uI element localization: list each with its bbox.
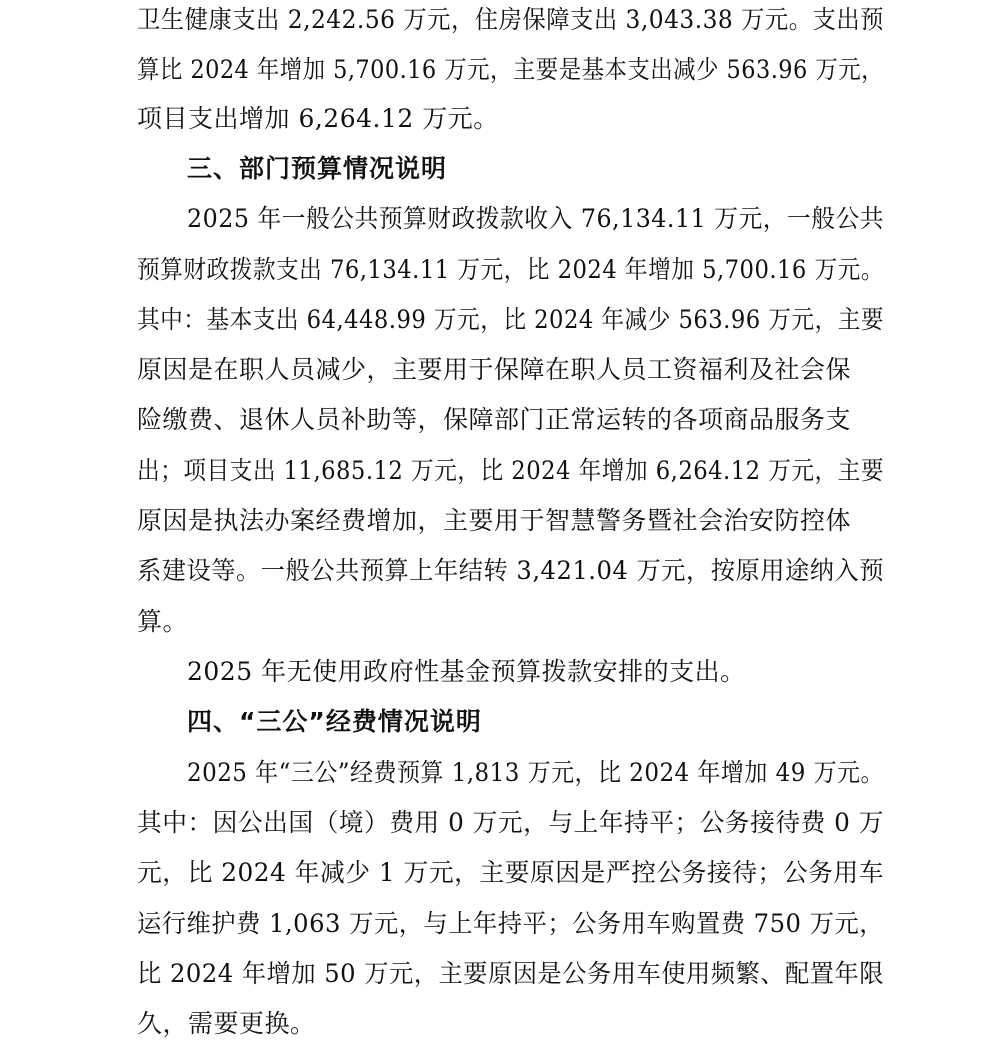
line-text: 算比 2024 年增加 5,700.16 万元，主要是基本支出减少 563.96 万元， — [137, 55, 884, 84]
line-text: 险缴费、退休人员补助等，保障部门正常运转的各项商品服务支 — [137, 405, 852, 434]
line-text: 其中：因公出国（境）费用 0 万元，与上年持平；公务接待费 0 万 — [137, 808, 884, 837]
paragraph-line-8 — [0, 354, 1000, 386]
paragraph-line-9 — [0, 404, 1000, 436]
paragraph-line-1 — [0, 4, 1000, 36]
line-text: 2025 年无使用政府性基金预算拨款安排的支出。 — [187, 657, 746, 686]
paragraph-line-20 — [0, 958, 1000, 990]
paragraph-line-7 — [0, 304, 1000, 336]
paragraph-line-11 — [0, 505, 1000, 537]
heading-text: 三、部门预算情况说明 — [187, 154, 448, 183]
line-text: 2025 年一般公共预算财政拨款收入 76,134.11 万元，一般公共 — [187, 204, 884, 233]
line-text: 预算财政拨款支出 76,134.11 万元，比 2024 年增加 5,700.16 万元。 — [137, 255, 884, 284]
line-text: 久，需要更换。 — [137, 1009, 316, 1038]
paragraph-line-10 — [0, 455, 1000, 487]
heading-text: 四、“三公”经费情况说明 — [187, 707, 482, 736]
line-text: 出；项目支出 11,685.12 万元，比 2024 年增加 6,264.12 万元，主要 — [137, 456, 884, 485]
paragraph-line-13 — [0, 606, 1000, 638]
paragraph-line-12 — [0, 555, 1000, 587]
line-text: 系建设等。一般公共预算上年结转 3,421.04 万元，按原用途纳入预 — [137, 556, 884, 585]
paragraph-line-14 — [0, 656, 1000, 688]
line-text: 算。 — [137, 607, 189, 636]
line-text: 比 2024 年增加 50 万元，主要原因是公务用车使用频繁、配置年限 — [137, 959, 884, 988]
paragraph-line-16 — [0, 757, 1000, 789]
section-heading-3 — [0, 153, 1000, 185]
line-text: 其中：基本支出 64,448.99 万元，比 2024 年减少 563.96 万元，主要 — [137, 305, 884, 334]
paragraph-line-5 — [0, 203, 1000, 235]
paragraph-line-6 — [0, 254, 1000, 286]
line-text: 卫生健康支出 2,242.56 万元，住房保障支出 3,043.38 万元。支出预 — [137, 5, 884, 34]
line-text: 2025 年“三公”经费预算 1,813 万元，比 2024 年增加 49 万元。 — [187, 758, 884, 787]
paragraph-line-19 — [0, 908, 1000, 940]
line-text: 项目支出增加 6,264.12 万元。 — [137, 104, 499, 133]
line-text: 原因是执法办案经费增加，主要用于智慧警务暨社会治安防控体 — [137, 506, 852, 535]
line-text: 元，比 2024 年减少 1 万元，主要原因是严控公务接待；公务用车 — [137, 858, 884, 887]
paragraph-line-17 — [0, 807, 1000, 839]
section-heading-4 — [0, 706, 1000, 738]
paragraph-line-2 — [0, 54, 1000, 86]
paragraph-line-18 — [0, 857, 1000, 889]
line-text: 运行维护费 1,063 万元，与上年持平；公务用车购置费 750 万元， — [137, 909, 884, 938]
paragraph-line-21 — [0, 1008, 1000, 1040]
paragraph-line-3 — [0, 103, 1000, 135]
line-text: 原因是在职人员减少，主要用于保障在职人员工资福利及社会保 — [137, 355, 852, 384]
